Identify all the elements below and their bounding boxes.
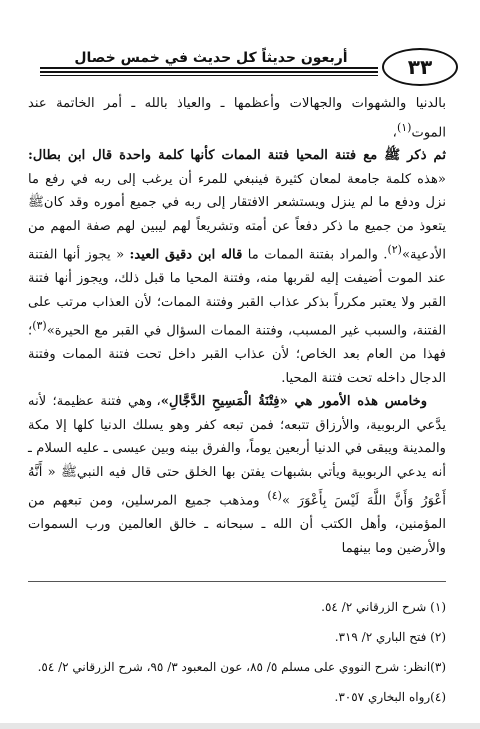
page-number xyxy=(382,48,458,86)
text-run-bold: وخامس هذه الأمور هي xyxy=(287,394,428,410)
footnote-ref: (٢) xyxy=(387,243,402,257)
text-run: «هذه كلمة جامعة لمعان كثيرة فينبغي للمرء أن يرغب إلى ربه في رفع ما نزل ودفع ما لم ينزل ويستشعر الافتقار إلى ربه في جميع أموره وقد كانﷺ يتعوذ من جميع ما ذكر دفعاً عن أمته وتشريعاً لهم ليبين لهم صفة المهم من الأدعية» xyxy=(28,171,446,263)
hadith-quote: « أَنَّهُ أَعْوَرُ وَأَنَّ اللَّهَ لَيْسَ بِأَعْوَرَ » xyxy=(28,464,446,509)
footnote-2: (٢) فتح الباري ٢/ ٣١٩. xyxy=(334,630,446,644)
text-run: ومذهب جميع المرسلين، ومن تبعهم من المؤمنين، وأهل الكتب أن الله ـ سبحانه ـ خالق العالمين ورب السموات والأرضين وما بينهما xyxy=(28,493,446,556)
paragraph-2 xyxy=(28,144,446,390)
text-run: ؛ فهذا من العام بعد الخاص؛ لأن عذاب القبر داخل تحت فتنة الممات وفتنة الدجال داخله تحت فتنة المحيا. xyxy=(28,323,446,386)
main-text xyxy=(28,92,446,560)
text-run-bold: قاله ابن دقيق العيد: xyxy=(129,247,243,263)
header-rule xyxy=(40,75,378,76)
page-header xyxy=(40,42,458,84)
footnote-1: (١) شرح الزرقاني ٢/ ٥٤. xyxy=(321,600,446,614)
footnotes xyxy=(28,592,446,712)
footnote-ref: (٣) xyxy=(32,319,47,333)
footnote-ref: (١) xyxy=(396,120,412,134)
header-rule xyxy=(40,67,378,69)
text-run: بالدنيا والشهوات والجهالات وأعظمها ـ والعياذ بالله ـ أمر الخاتمة عند الموت xyxy=(28,96,446,140)
hadith-quote: «فِتْنَةُ الْمَسِيحِ الدَّجَّالِ» xyxy=(160,394,288,410)
footnote-separator xyxy=(28,581,446,582)
running-title: أربعون حديثاً كل حديث في خمس خصال xyxy=(60,50,362,66)
page-bottom-edge xyxy=(0,723,480,729)
text-run: ، وهي فتنة عظيمة؛ لأنه يدَّعي الربوبية، والأرزاق تتبعه؛ فمن تبعه كفر وهو يسلك الدنيا كلها إلا مكة والمدينة ويبقى في الدنيا أربعين يوماً، والفرق بينه وبين عيسى ـ عليه السلام ـ أنه يدعي الربوبية ويأتي بشبهات يفتن بها الخلق حتى قال فيه النبيﷺ xyxy=(28,394,446,480)
text-run-bold: ثم ذكر ﷺ مع فتنة المحيا فتنة الممات كأنها كلمة واحدة قال ابن بطال: xyxy=(28,148,446,164)
footnote-4: (٤)رواه البخاري ٣٠٥٧. xyxy=(334,690,446,704)
footnote-ref: (٤) xyxy=(267,489,282,503)
header-rule xyxy=(40,71,378,73)
paragraph-3 xyxy=(28,390,446,560)
page-number-text: ٣٣ xyxy=(407,55,433,79)
footnote-3: (٣)انظر: شرح النووي على مسلم ٥/ ٨٥، عون المعبود ٣/ ٩٥، شرح الزرقاني ٢/ ٥٤. xyxy=(37,660,446,674)
text-run: . والمراد بفتنة الممات ما xyxy=(242,247,388,263)
paragraph-1: بالدنيا والشهوات والجهالات وأعظمها ـ والعياذ بالله ـ أمر الخاتمة عند الموت$^{(١)}$، xyxy=(28,96,446,140)
text-run: « يجوز أنها الفتنة عند الموت أضيفت إليه لقربها منه، وفتنة المحيا ما قبل ذلك، ويجوز أنها فتنة القبر ولا يعتبر مكرراً بذكر عذاب القبر وفتنة الممات؛ لأن العذاب مرتب على الفتنة، والسبب غير المسبب، وفتنة الممات السؤال في القبر مع الحيرة» xyxy=(28,247,446,339)
